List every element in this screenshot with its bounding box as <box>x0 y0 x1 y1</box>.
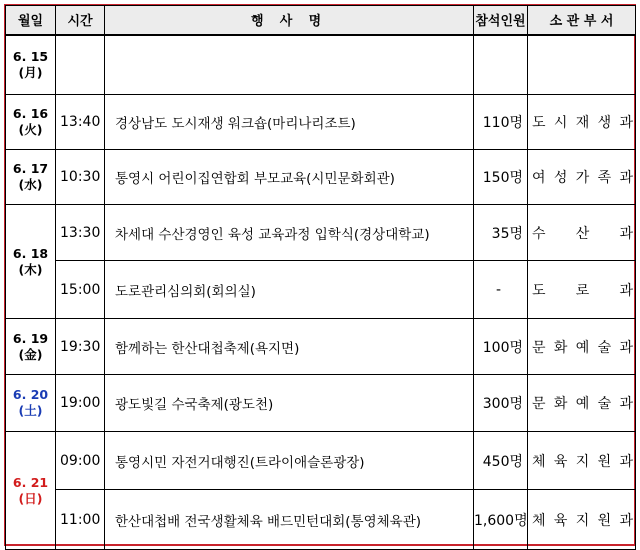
attendees-cell: 1,600명 <box>474 490 528 550</box>
attendees-cell: 35명 <box>474 205 528 261</box>
dept-cell <box>528 95 636 150</box>
time-cell <box>56 35 105 95</box>
dept-label: 체 육 지 원 과 <box>532 453 633 470</box>
event-schedule-table <box>5 5 636 550</box>
event-name-cell <box>105 35 474 95</box>
date-label: 6. 17 <box>12 161 49 176</box>
event-name-cell: 함께하는 한산대첩축제(욕지면) <box>105 319 474 375</box>
weekday-label: (月) <box>18 64 43 80</box>
dept-label: 문 화 예 술 과 <box>532 396 633 412</box>
date-cell <box>6 95 56 150</box>
weekday-label: (木) <box>18 261 43 277</box>
date-cell <box>6 35 56 95</box>
table-row <box>6 150 636 205</box>
weekday-label: (土) <box>18 403 43 418</box>
weekday-label: (日) <box>18 490 43 506</box>
time-cell: 11:00 <box>56 490 105 550</box>
table-row <box>6 205 636 261</box>
time-cell: 13:40 <box>56 95 105 150</box>
attendees-cell: 110명 <box>474 95 528 150</box>
event-name-cell: 경상남도 도시재생 워크숍(마리나리조트) <box>105 95 474 150</box>
dept-cell <box>528 35 636 95</box>
attendees-cell: 100명 <box>474 319 528 375</box>
header-row <box>6 6 636 35</box>
time-cell: 09:00 <box>56 432 105 490</box>
table-row <box>6 261 636 319</box>
attendees-cell: 450명 <box>474 432 528 490</box>
date-cell <box>6 150 56 205</box>
date-label: 6. 19 <box>12 330 49 346</box>
attendees-cell: 150명 <box>474 150 528 205</box>
header-attendees: 참석인원 <box>474 6 528 35</box>
weekday-label: (水) <box>18 177 43 192</box>
dept-label: 도 로 과 <box>532 282 633 299</box>
event-name-cell: 차세대 수산경영인 육성 교육과정 입학식(경상대학교) <box>105 205 474 261</box>
dept-cell <box>528 319 636 375</box>
dept-cell <box>528 205 636 261</box>
date-label: 6. 21 <box>12 474 49 490</box>
dept-cell <box>528 150 636 205</box>
event-name-cell: 한산대첩배 전국생활체육 배드민턴대회(통영체육관) <box>105 490 474 550</box>
dept-cell <box>528 490 636 550</box>
dept-cell <box>528 432 636 490</box>
table-row <box>6 375 636 432</box>
time-cell: 10:30 <box>56 150 105 205</box>
date-cell <box>6 319 56 375</box>
date-label: 6. 18 <box>12 245 49 261</box>
weekday-label: (金) <box>18 346 43 362</box>
header-dept: 소 관 부 서 <box>528 6 636 35</box>
date-cell <box>6 205 56 319</box>
dept-cell <box>528 261 636 319</box>
table-row <box>6 490 636 550</box>
event-name-cell: 도로관리심의회(회의실) <box>105 261 474 319</box>
dept-label: 문 화 예 술 과 <box>532 339 633 356</box>
header-time: 시간 <box>56 6 105 35</box>
table-row <box>6 95 636 150</box>
date-label: 6. 16 <box>12 106 49 121</box>
attendees-cell: 300명 <box>474 375 528 432</box>
time-cell: 19:30 <box>56 319 105 375</box>
attendees-cell <box>474 35 528 95</box>
dept-label: 여 성 가 족 과 <box>532 170 633 186</box>
table-row <box>6 432 636 490</box>
time-cell: 13:30 <box>56 205 105 261</box>
date-label: 6. 15 <box>12 48 49 64</box>
dept-cell <box>528 375 636 432</box>
time-cell: 19:00 <box>56 375 105 432</box>
weekday-label: (火) <box>18 122 43 137</box>
date-cell <box>6 375 56 432</box>
schedule-body <box>6 35 636 550</box>
event-name-cell: 통영시 어린이집연합회 부모교육(시민문화회관) <box>105 150 474 205</box>
attendees-cell: - <box>474 261 528 319</box>
table-row <box>6 319 636 375</box>
time-cell: 15:00 <box>56 261 105 319</box>
event-name-cell: 통영시민 자전거대행진(트라이애슬론광장) <box>105 432 474 490</box>
date-cell <box>6 432 56 550</box>
dept-label: 수 산 과 <box>532 225 633 242</box>
event-name-cell: 광도빛길 수국축제(광도천) <box>105 375 474 432</box>
header-event: 행 사 명 <box>105 6 474 35</box>
table-row <box>6 35 636 95</box>
dept-label: 도 시 재 생 과 <box>532 115 633 131</box>
dept-label: 체 육 지 원 과 <box>532 512 633 529</box>
header-date: 월일 <box>6 6 56 35</box>
date-label: 6. 20 <box>12 387 49 402</box>
